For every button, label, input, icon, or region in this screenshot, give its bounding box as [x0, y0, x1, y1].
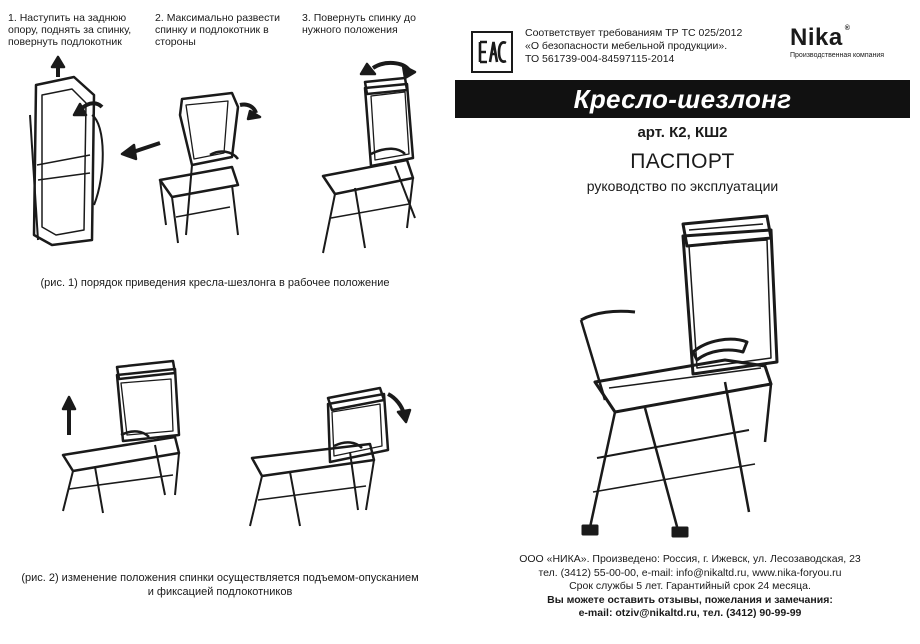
- step-number: 3.: [302, 12, 311, 24]
- figure-1-caption: (рис. 1) порядок приведения кресла-шезлонга в рабочее положение: [40, 277, 390, 289]
- document-type: ПАСПОРТ: [630, 150, 735, 173]
- figure-2-caption-line-1: (рис. 2) изменение положения спинки осуществляется подъемом-опусканием: [21, 572, 419, 584]
- step-2-instruction: [155, 12, 295, 48]
- compliance-spec: ТО 561739-004-84597115-2014: [525, 53, 675, 65]
- step-number: 1.: [8, 12, 17, 24]
- step-1-instruction: [8, 12, 148, 48]
- manufacturer-contacts: тел. (3412) 55-00-00, e-mail: info@nikaltd.ru, www.nika-foryou.ru: [538, 566, 842, 579]
- eac-certification-mark: [470, 30, 514, 74]
- brand-logo: [790, 24, 905, 60]
- warranty-info: Срок службы 5 лет. Гарантийный срок 24 месяца.: [569, 580, 811, 592]
- registered-mark: ®: [844, 25, 851, 32]
- brand-tagline: Производственная компания: [790, 52, 885, 59]
- figure-2-caption: [0, 571, 440, 599]
- backrest-lower-illustration: [240, 380, 415, 530]
- step-text: Повернуть спинку до нужного положения: [302, 12, 416, 36]
- product-title: Кресло-шезлонг: [573, 83, 792, 114]
- title-banner: [455, 80, 910, 118]
- manufacturer-address: ООО «НИКА». Произведено: Россия, г. Ижевск, ул. Лесозаводская, 23: [519, 553, 861, 565]
- compliance-standard: Соответствует требованиям ТР ТС 025/2012: [525, 27, 743, 39]
- feedback-heading: Вы можете оставить отзывы, пожелания и замечания:: [547, 593, 833, 606]
- figure-2-caption-line-2: и фиксацией подлокотников: [147, 586, 293, 598]
- step-3-instruction: [302, 12, 442, 36]
- compliance-regulation: «О безопасности мебельной продукции».: [525, 40, 728, 52]
- step-text: Наступить на заднюю опору, поднять за спинку, повернуть подлокотник: [8, 12, 132, 48]
- unfolding-chair-illustration: [120, 85, 270, 250]
- folded-chair-illustration: [22, 55, 117, 250]
- brand-name: Nika: [790, 24, 843, 51]
- backrest-raise-illustration: [55, 355, 185, 515]
- article-number: арт. К2, КШ2: [637, 124, 728, 141]
- feedback-contacts: e-mail: otziv@nikaltd.ru, тел. (3412) 90-99-99: [578, 607, 802, 619]
- manufacturer-info: [465, 553, 915, 621]
- chair-main-illustration: [575, 212, 780, 542]
- step-number: 2.: [155, 12, 164, 24]
- compliance-info: [525, 27, 765, 66]
- adjusted-chair-illustration: [295, 58, 425, 258]
- document-subtitle: руководство по эксплуатации: [586, 178, 779, 194]
- step-text: Максимально развести спинку и подлокотник в стороны: [155, 12, 281, 48]
